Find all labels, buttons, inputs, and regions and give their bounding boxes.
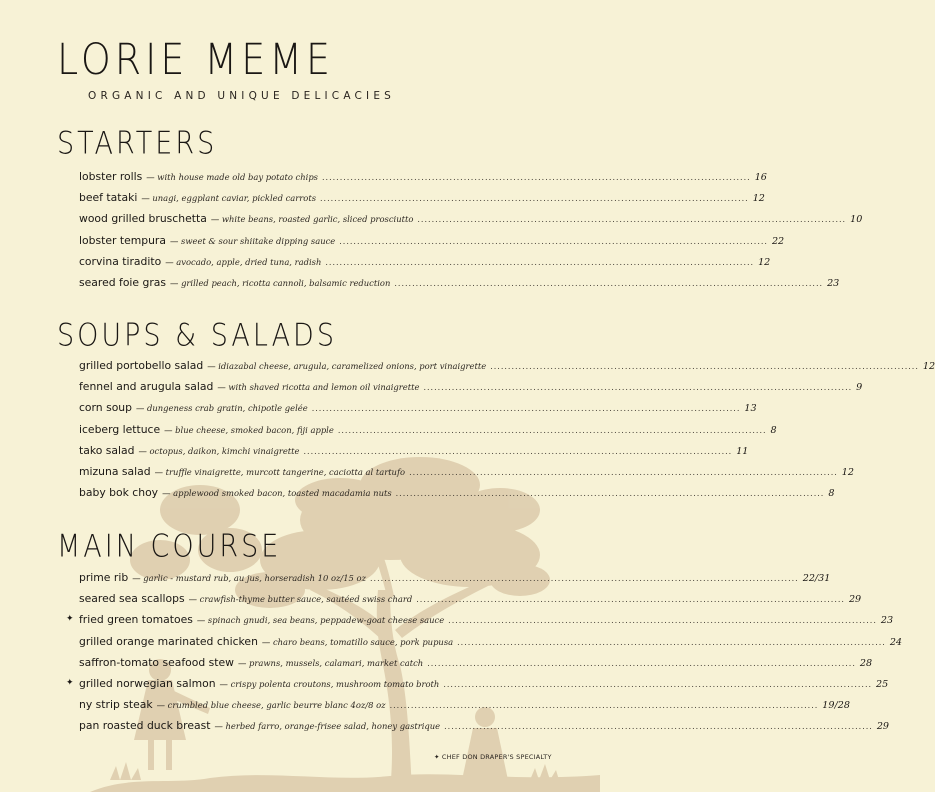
dot-leader: ......................................................................................................................... (417, 215, 847, 225)
item-description: — white beans, roasted garlic, sliced prosciutto (210, 214, 414, 225)
menu-item (79, 380, 863, 401)
dot-leader: ......................................................................................................................... (389, 701, 819, 711)
dot-leader: ......................................................................................................................... (339, 236, 768, 246)
item-price: 28 (859, 657, 873, 669)
item-name: lobster tempura (79, 233, 166, 247)
section-title-main-course: MAIN COURSE (57, 529, 282, 565)
item-name: fried green tomatoes (79, 613, 193, 627)
item-description: — idiazabal cheese, arugula, caramelized onions, port vinaigrette (207, 361, 487, 371)
item-price: 9 (856, 382, 863, 394)
menu-item (79, 571, 831, 592)
dot-leader: ......................................................................................................................... (311, 404, 741, 414)
dot-leader: ......................................................................................................................... (370, 574, 799, 583)
item-price: 8 (770, 424, 777, 436)
menu-item (79, 422, 777, 444)
menu-item (79, 359, 935, 380)
menu-item (79, 486, 835, 507)
item-price: 8 (828, 488, 835, 500)
item-name: grilled orange marinated chicken (79, 634, 258, 648)
menu-item (79, 464, 855, 486)
dot-leader: ......................................................................................................................... (321, 173, 751, 182)
starters-list (79, 170, 863, 297)
menu-item (79, 275, 840, 297)
menu-item (79, 655, 873, 677)
item-price: 25 (876, 678, 889, 690)
item-price: 16 (754, 172, 767, 183)
item-description: — charo beans, tomatillo sauce, pork pupusa (261, 636, 454, 647)
item-price: 24 (889, 636, 903, 648)
tagline: ORGANIC AND UNIQUE DELICACIES (88, 90, 396, 102)
soups-salads-list (79, 359, 935, 507)
item-description: — with house made old bay potato chips (146, 172, 318, 182)
item-name: mizuna salad (79, 464, 151, 478)
menu-item (79, 592, 862, 613)
item-description: — crawfish-thyme butter sauce, sautéed swiss chard (188, 594, 413, 605)
item-name: grilled portobello salad (79, 359, 204, 372)
menu-item (79, 698, 850, 719)
restaurant-name: LORIE MEME (57, 35, 335, 85)
item-name: baby bok choy (79, 486, 159, 500)
item-description: — crumbled blue cheese, garlic beurre blanc 4oz/8 oz (156, 700, 386, 711)
item-description: — herbed farro, orange-frisee salad, honey gastrique (214, 721, 441, 732)
item-price: 22/31 (802, 573, 831, 584)
item-name: beef tataki (79, 191, 138, 205)
item-description: — garlic - mustard rub, au jus, horseradish 10 oz/15 oz (132, 573, 367, 583)
item-name: saffron-tomato seafood stew (79, 655, 234, 669)
section-title-starters: STARTERS (57, 126, 218, 162)
menu-item (79, 233, 785, 255)
item-description: — blue cheese, smoked bacon, fiji apple (164, 424, 334, 435)
item-description: — spinach gnudi, sea beans, peppadew-goat cheese sauce (196, 615, 445, 626)
dot-leader: ......................................................................................................................... (457, 637, 886, 647)
menu-item (66, 613, 894, 634)
item-description: — applewood smoked bacon, toasted macadamia nuts (162, 488, 392, 499)
menu-item (79, 170, 767, 191)
item-name: prime rib (79, 571, 129, 584)
dot-leader: ......................................................................................................................... (416, 595, 845, 605)
dot-leader: ......................................................................................................................... (443, 679, 873, 689)
item-name: corn soup (79, 401, 132, 415)
item-description: — prawns, mussels, calamari, market catch (237, 657, 424, 668)
dot-leader: ......................................................................................................................... (423, 383, 853, 393)
item-description: — dungeness crab gratin, chipotle gelée (136, 403, 308, 414)
item-price: 29 (876, 721, 890, 733)
item-price: 13 (744, 403, 757, 415)
item-name: pan roasted duck breast (79, 719, 211, 733)
menu-item (79, 212, 863, 233)
dot-leader: ......................................................................................................................... (337, 425, 767, 435)
item-description: — octopus, daikon, kimchi vinaigrette (138, 445, 300, 456)
item-description: — with shaved ricotta and lemon oil vinaigrette (217, 382, 420, 393)
dot-leader: ......................................................................................................................... (490, 362, 919, 371)
item-price: 12 (758, 256, 771, 268)
item-description: — unagi, eggplant caviar, pickled carrots (141, 193, 316, 204)
item-description: — crispy polenta croutons, mushroom tomato broth (219, 678, 440, 689)
item-name: seared sea scallops (79, 592, 185, 606)
menu-item (79, 191, 765, 212)
item-price: 22 (771, 235, 785, 247)
item-price: 23 (827, 277, 840, 289)
specialty-footnote: ✦ CHEF DON DRAPER'S SPECIALTY (434, 753, 552, 761)
item-description: — avocado, apple, dried tuna, radish (165, 256, 322, 267)
item-description: — truffle vinaigrette, murcott tangerine, caciotta al tartufo (154, 466, 406, 477)
item-price: 10 (850, 214, 863, 226)
menu-item (66, 676, 889, 698)
item-name: ny strip steak (79, 698, 153, 712)
main-course-list (66, 571, 903, 741)
item-price: 12 (922, 361, 935, 372)
item-name: corvina tiradito (79, 254, 162, 268)
dot-leader: ......................................................................................................................... (409, 467, 838, 477)
item-description: — sweet & sour shiitake dipping sauce (169, 235, 336, 246)
dot-leader: ......................................................................................................................... (444, 722, 873, 732)
item-price: 19/28 (822, 700, 850, 712)
item-name: tako salad (79, 443, 135, 457)
item-name: iceberg lettuce (79, 422, 161, 436)
item-name: seared foie gras (79, 275, 167, 289)
item-price: 12 (841, 466, 855, 478)
menu-item (79, 254, 771, 276)
dot-leader: ......................................................................................................................... (395, 489, 825, 499)
item-name: fennel and arugula salad (79, 380, 214, 394)
menu-item (79, 401, 757, 422)
menu-item (79, 634, 903, 656)
dot-leader: ......................................................................................................................... (320, 194, 749, 204)
dot-leader: ......................................................................................................................... (325, 257, 755, 267)
item-price: 23 (880, 615, 894, 627)
item-name: grilled norwegian salmon (79, 676, 216, 690)
specialty-star-icon: ✦ (66, 614, 74, 625)
dot-leader: ......................................................................................................................... (303, 446, 733, 456)
dot-leader: ......................................................................................................................... (394, 278, 824, 288)
menu-item (79, 719, 890, 740)
item-price: 29 (848, 594, 862, 606)
item-name: wood grilled bruschetta (79, 212, 207, 226)
section-title-soups-salads: SOUPS & SALADS (57, 318, 337, 354)
dot-leader: ......................................................................................................................... (427, 658, 856, 668)
item-price: 12 (752, 193, 765, 205)
item-description: — grilled peach, ricotta cannoli, balsamic reduction (170, 277, 391, 288)
dot-leader: ......................................................................................................................... (448, 616, 877, 626)
menu-item (79, 443, 749, 465)
item-price: 11 (736, 445, 749, 457)
item-name: lobster rolls (79, 170, 143, 183)
specialty-star-icon: ✦ (66, 677, 74, 688)
